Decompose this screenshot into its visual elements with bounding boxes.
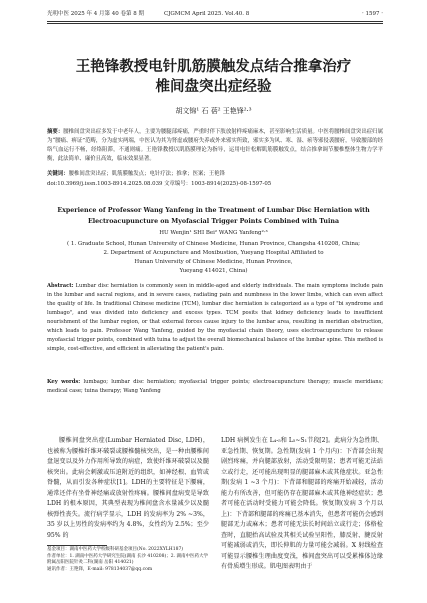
author-list: 胡文锦¹ 石 蓓² 王艳锋²·³: [175, 107, 252, 115]
keywords-en-label: Key words:: [47, 379, 81, 385]
abstract-en-label: Abstract:: [47, 283, 74, 289]
header-rule: [47, 21, 383, 22]
header-journal-en: CJGMCM April 2025. Vol.40. 8: [164, 11, 250, 17]
english-title-line2: Electroacupuncture on Myofascial Trigger Points Combined with Tuina: [87, 218, 340, 225]
keywords-en: [47, 378, 383, 396]
page-number: · 1597 ·: [362, 11, 383, 17]
keywords-en-text: lumbago; lumbar disc herniation; myofascial trigger points; electroacupuncture therapy; muscle meridians; medical case; tuina therapy; Wang Yanfeng: [47, 379, 384, 394]
body-column-left: [47, 436, 209, 541]
keywords-cn: [47, 170, 383, 179]
article-title-line2: 椎间盘突出症经验: [155, 79, 272, 95]
footnote-affiliation: 作者单位：1. 湖南中医药大学研究生院(湖南 长沙 410208)；2. 湖南中医药大学附属岳阳医院针灸二科(湖南 岳阳 414021): [47, 553, 208, 566]
footnote-funding: 基金项目：湖南中医药大学校级科研基金项目(No. 2022XYLH187): [47, 547, 184, 552]
abstract-cn-text: 腰椎间盘突出症多发于中老年人，主要为腰腿部疼痛，严重时伴下肢放射样疼痛麻木，甚至影响生活质量。中医将腰椎间盘突出症归属为“腰痛、痹证”范畴，分为虚实两端，中医认为其为肾虚或腰府失养或外来邪实所致，邪实多为风、寒、湿、瘀等邪侵袭腰府，导致腰部的经络气血运行不畅，经络阻滞，不通则痛。王艳锋教授以肌筋膜理论为指导，运用电针松解肌筋膜触发点，结合推拿调节腰椎整体生物力学平衡，此法简单、廉价且高效，临床效果显著。: [47, 129, 383, 162]
affiliation-line: Hunan University of Chinese Medicine, Hunan Province,: [134, 259, 293, 265]
english-author-list: HU Wenjin¹ SHI Bei² WANG Yanfeng²·³: [159, 230, 268, 236]
body-paragraph: 腰椎间盘突出症(Lumbar Herniated Disc, LDH)，也被称为腰椎纤维环破裂或腰椎髓核突出，是一种由腰椎间盘退变以及外力作用所导致的病症，致使纤维环破裂以及髓核突出。此病会刺激或压迫附近的组织，如神经根、血管或脊髓，从而引发各种症状[1]。LDH的主要特征是下腰痛，通常还伴有坐骨神经痛或放射性疼痛。腰椎间盘病变是导致 LDH 的根本原因，其典型表现为椎间盘含水量减少以及髓核弹性丧失。流行病学显示，LDH 的发病率为 2% ~3%，35 岁以上男性的发病率约为 4.8%，女性约为 2.5%；至少 95% 的: [47, 437, 209, 539]
english-title-line1: Experience of Professor Wang Yanfeng in the Treatment of Lumbar Disc Herniation with: [57, 207, 370, 214]
body-column-right: [221, 436, 383, 573]
running-header: [47, 9, 383, 20]
header-rule-second: [47, 23, 383, 24]
abstract-en-text: Lumbar disc herniation is commonly seen in middle-aged and elderly individuals. The main symptoms include pain in the lumbar and sacral regions, and in severe cases, radiating pain and numbness in the lower limbs, which can even affect the quality of life. In traditional Chinese medicine (TCM), lumbar disc herniation is categorized as a type of "bi syndrome and lumbago", and was divided into deficiency and excess types. TCM posits that kidney deficiency leads to insufficient nourishment of the lumbar region, or that external forces cause injury to the lumbar area, resulting in meridian obstruction, which leads to pain. Professor Wang Yanfeng, guided by the myofascial chain theory, uses electroacupuncture to release myofascial trigger points, combined with tuina to adjust the overall biomechanical balance of the lumbar spine. This method is simple, cost-effective, and efficient in alleviating the patient's pain.: [47, 283, 383, 352]
affiliation-line: Yueyang 414021, China): [179, 268, 248, 274]
abstract-en: [47, 282, 383, 354]
abstract-cn-label: 摘要：: [47, 129, 64, 135]
footnote-correspondence: 通讯作者：王艳锋，E-mail: 978134037@qq.com: [47, 566, 153, 572]
header-journal-cn: 光明中医 2025 年 4 月第 40 卷第 8 期: [47, 11, 144, 17]
abstract-cn: [47, 128, 383, 164]
affiliation-line: 2. Department of Acupuncture and Moxibustion, Yueyang Hospital Affiliated to: [103, 250, 324, 256]
affiliation-line: ( 1. Graduate School, Hunan University of Chinese Medicine, Hunan Province, Changsha 410208, China;: [66, 241, 361, 247]
keywords-cn-label: 关键词：: [47, 171, 69, 177]
doi-line: doi:10.3969/j.issn.1003-8914.2025.08.039 文章编号：1003-8914(2025)-08-1597-05: [47, 181, 272, 187]
body-paragraph: LDH 病例发生在 L₄-₅和 L₅~S₁节段[2]。此病分为急性期、亚急性期、恢复期。急性期(发病 1 个月内)：下背部会出现剧烈疼痛，并向腿部放射，活动受限明显；患者可能无法站立或行走，还可能出现明显的腿部麻木或其他症状。亚急性期(发病 1 ~3 个月)：下背部和腿部的疼痛开始减轻，活动能力有所改善，但可能仍存在腿部麻木或其他神经症状；患者可能在活动时受能力可能会降低。恢复期(发病 3 个月以上)：下背部和腿部的疼痛已基本消失，但患者可能仍会感到腿部无力或麻木；患者可能无法长时间站立或行走；体格检查时，直腿抬高试验及其相关试验呈阳性，膝反射、腱反射可能减弱或消失，即长伸肌的力量可能会减弱。X 射线检查可能显示腰椎生理曲度变浅，椎间盘突出可以受累椎体边缘有骨质增生形成。肌电图表明由于: [221, 437, 383, 570]
footnote-rule: [47, 545, 107, 546]
article-title-line1: 王艳锋教授电针肌筋膜触发点结合推拿治疗: [75, 59, 352, 75]
keywords-cn-text: 腰椎间盘突出症；肌筋膜触发点；电针疗法；推拿；医案；王艳锋: [68, 171, 225, 177]
footnotes: [47, 547, 209, 573]
